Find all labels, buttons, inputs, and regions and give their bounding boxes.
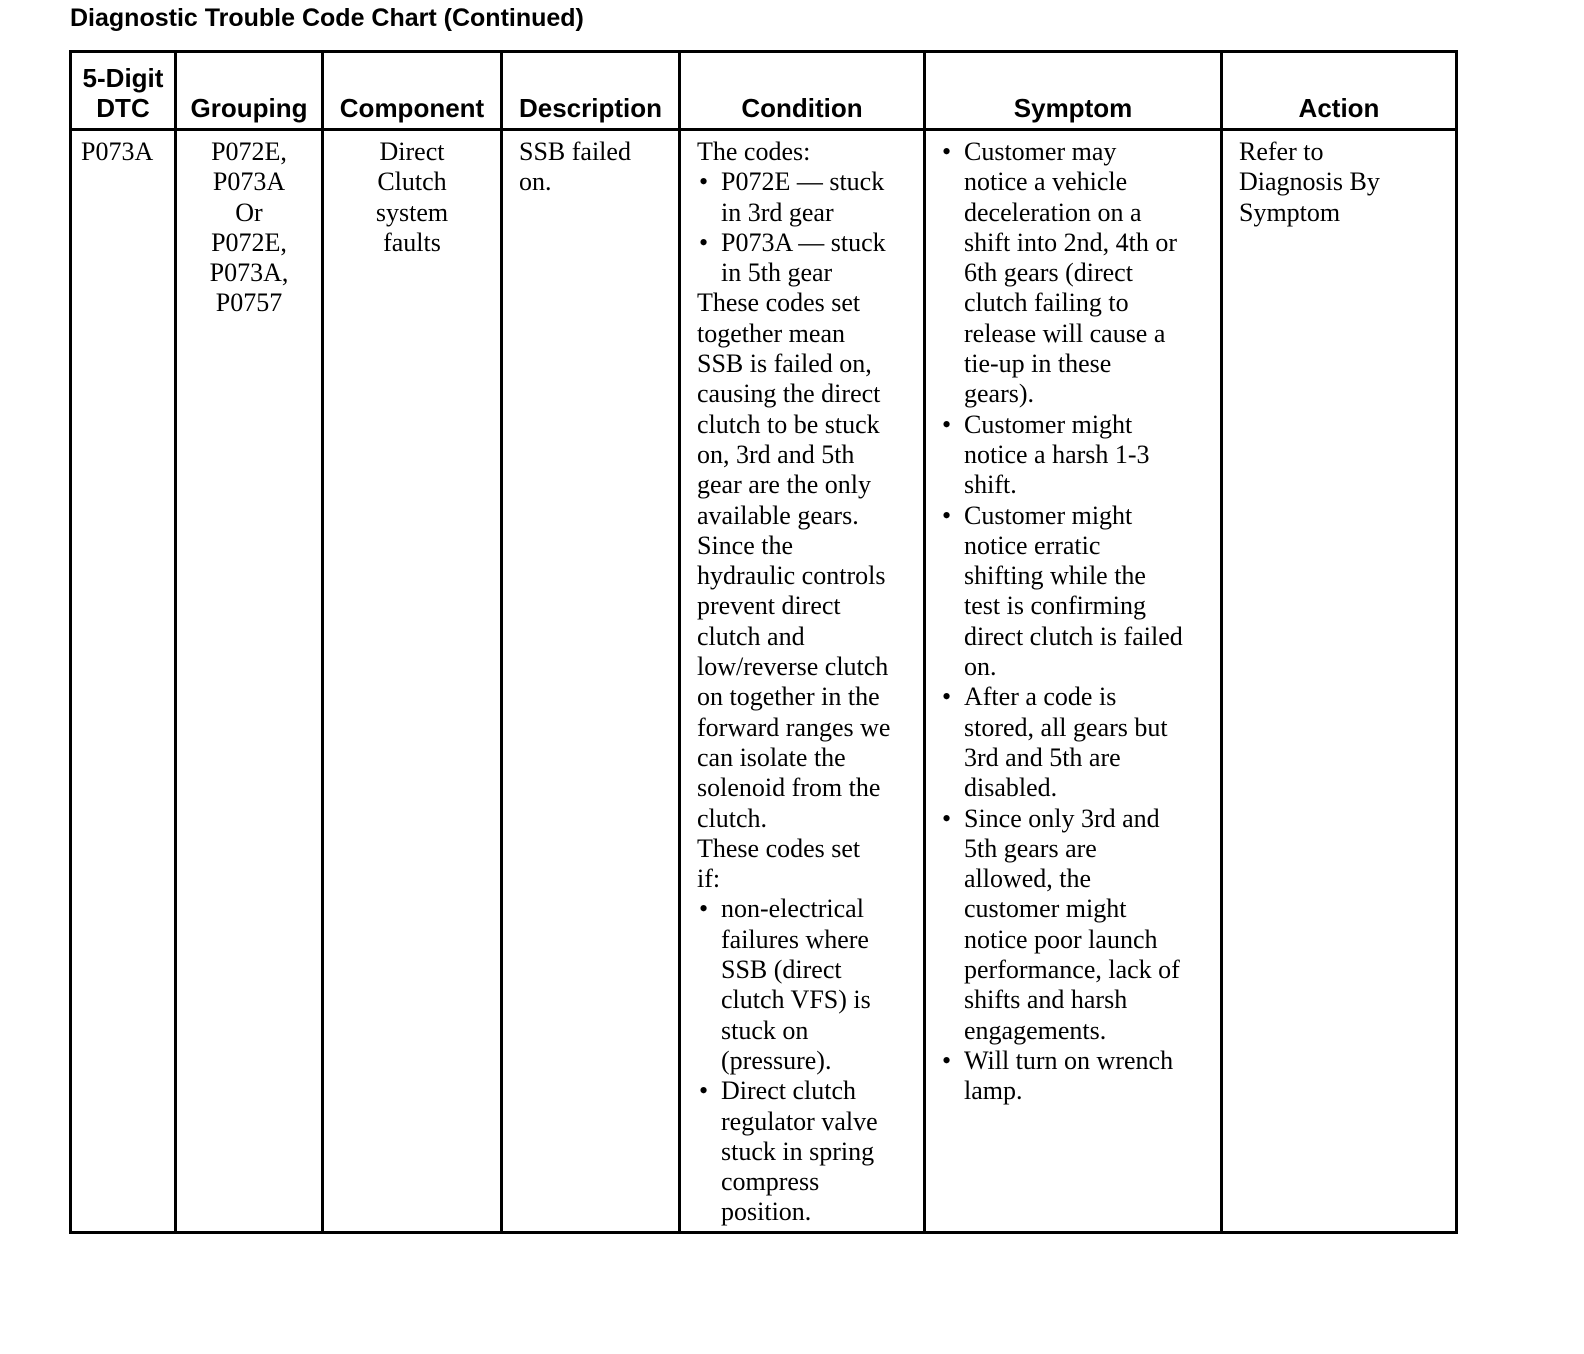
condition-codes-list xyxy=(697,167,917,288)
dtc-code: P073A xyxy=(81,137,154,166)
component-line: Direct xyxy=(379,137,445,166)
list-item: • Customer may notice a vehicle deceleration on a shift into 2nd, 4th or 6th gears (direct clutch failing to release will cause a tie-up in these gears). xyxy=(940,137,1214,410)
cell-description xyxy=(502,130,680,1233)
component-line: faults xyxy=(383,227,441,257)
header-description: Description xyxy=(502,52,680,130)
symptom-list xyxy=(940,137,1214,1107)
component-line: system xyxy=(375,197,449,227)
list-item: • Customer might notice erratic shifting while the test is confirming direct clutch is failed on. xyxy=(940,501,1214,683)
condition-paragraph-1: These codes set together mean SSB is failed on, causing the direct clutch to be stuck on, 3rd and 5th gear are the only available gears. Since the hydraulic controls prevent direct clutch and low/reverse clutch on together in the forward ranges we can isolate the solenoid from the clutch. xyxy=(697,288,891,833)
header-symptom: Symptom xyxy=(925,52,1222,130)
condition-paragraph-2: These codes set if: xyxy=(697,833,861,894)
header-row xyxy=(71,52,1457,130)
list-item: • Will turn on wrench lamp. xyxy=(940,1046,1214,1107)
list-item: • Direct clutch regulator valve stuck in spring compress position. xyxy=(697,1076,917,1227)
grouping-line: P073A xyxy=(212,167,286,197)
cell-action xyxy=(1222,130,1457,1233)
header-dtc-line1: 5-Digit xyxy=(82,63,164,93)
cell-condition xyxy=(680,130,925,1233)
header-component: Component xyxy=(323,52,502,130)
cell-dtc xyxy=(71,130,176,1233)
list-item: • non-electrical failures where SSB (direct clutch VFS) is stuck on (pressure). xyxy=(697,894,917,1076)
cell-symptom xyxy=(925,130,1222,1233)
grouping-line: P072E, xyxy=(211,227,287,257)
dtc-chart-table xyxy=(69,50,1458,1234)
action-line: Symptom xyxy=(1239,197,1341,227)
header-condition: Condition xyxy=(680,52,925,130)
list-item: • Customer might notice a harsh 1-3 shift. xyxy=(940,410,1214,501)
list-item: • P072E — stuck in 3rd gear xyxy=(697,167,917,228)
component-line: Clutch xyxy=(377,167,447,197)
header-dtc xyxy=(71,52,176,130)
list-item: • After a code is stored, all gears but 3rd and 5th are disabled. xyxy=(940,682,1214,803)
description-line: on. xyxy=(519,167,552,197)
description-line: SSB failed xyxy=(519,137,631,166)
cell-grouping xyxy=(176,130,323,1233)
action-line: Diagnosis By xyxy=(1239,167,1380,197)
cell-component xyxy=(323,130,502,1233)
action-line: Refer to xyxy=(1239,137,1324,166)
header-dtc-line2: DTC xyxy=(96,93,150,123)
list-item: • P073A — stuck in 5th gear xyxy=(697,228,917,289)
condition-causes-list xyxy=(697,894,917,1227)
grouping-line: P073A, xyxy=(209,258,289,288)
page-title: Diagnostic Trouble Code Chart (Continued) xyxy=(70,4,584,32)
condition-intro: The codes: xyxy=(697,137,811,166)
header-action: Action xyxy=(1222,52,1457,130)
grouping-line: P072E, xyxy=(211,137,287,166)
grouping-line: Or xyxy=(235,197,263,227)
grouping-line: P0757 xyxy=(215,288,283,318)
header-grouping: Grouping xyxy=(176,52,323,130)
list-item: • Since only 3rd and 5th gears are allowed, the customer might notice poor launch performance, lack of shifts and harsh engagements. xyxy=(940,804,1214,1046)
table-row xyxy=(71,130,1457,1233)
